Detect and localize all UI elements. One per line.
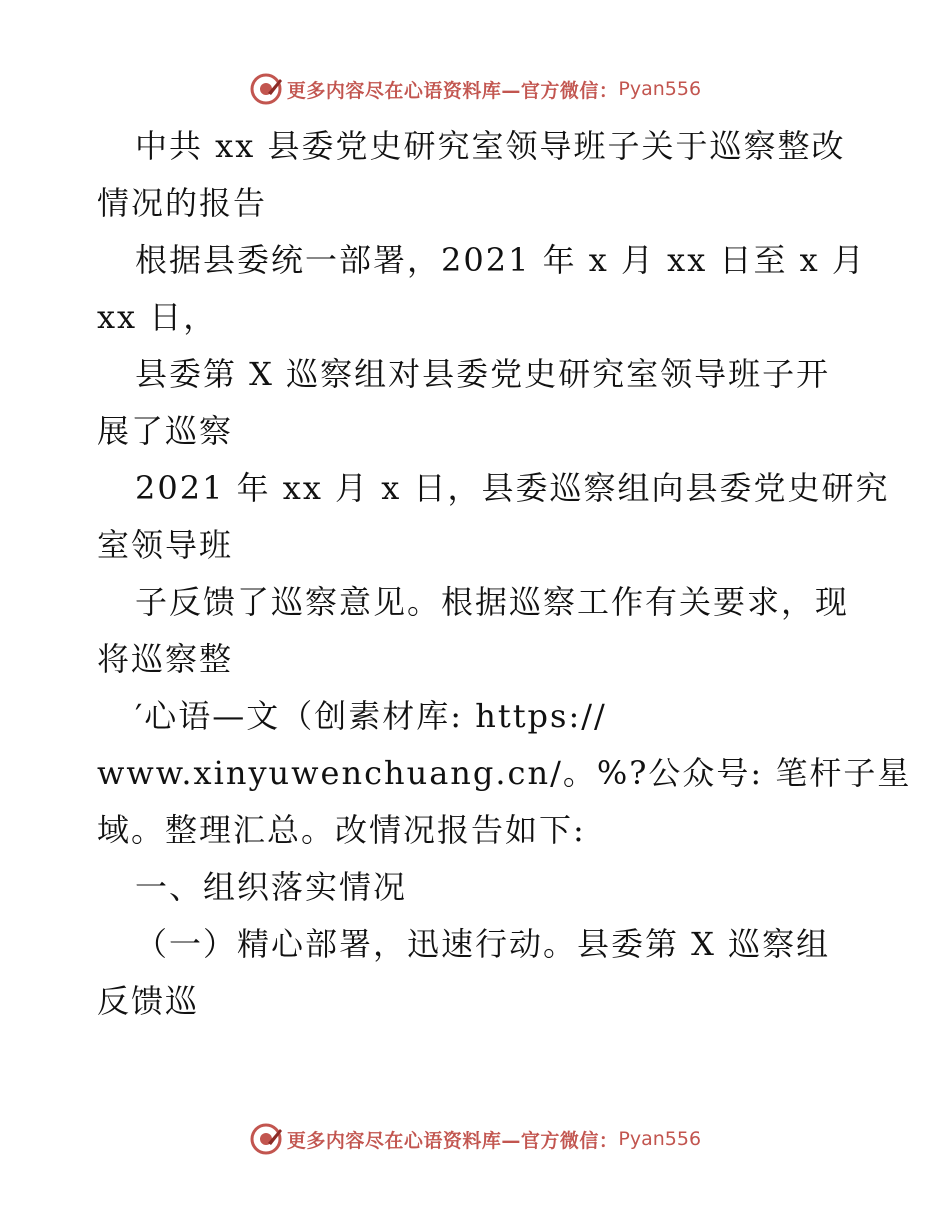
doc-line: 2021 年 xx 月 x 日，县委巡察组向县委党史研究 xyxy=(135,469,890,507)
brand-logo-icon xyxy=(249,72,283,106)
banner-text: 更多内容尽在心语资料库—官方微信： xyxy=(286,1129,619,1152)
doc-line: 中共 xx 县委党史研究室领导班子关于巡察整改 xyxy=(135,127,846,165)
doc-line: www.xinyuwenchuang.cn/。%?公众号: 笔杆子星 xyxy=(97,754,912,792)
banner-text: 更多内容尽在心语资料库—官方微信： xyxy=(286,79,619,102)
doc-line: xx 日， xyxy=(97,298,218,336)
doc-line: 根据县委统一部署，2021 年 x 月 xx 日至 x 月 xyxy=(135,241,866,279)
doc-line: 情况的报告 xyxy=(97,184,268,222)
banner-wechat-id: Pyan556 xyxy=(618,1128,702,1150)
doc-line: 一、组织落实情况 xyxy=(135,868,408,906)
doc-line: ′心语—文（创素材库: https:// xyxy=(135,697,607,735)
header-banner xyxy=(0,72,950,106)
doc-line: 室领导班 xyxy=(97,526,234,564)
doc-line: 子反馈了巡察意见。根据巡察工作有关要求，现 xyxy=(135,583,850,621)
doc-line: （一）精心部署，迅速行动。县委第 X 巡察组 xyxy=(135,925,831,963)
doc-line: 反馈巡 xyxy=(97,982,200,1020)
footer-banner xyxy=(0,1122,950,1156)
document-body xyxy=(97,118,912,1030)
doc-line: 域。整理汇总。改情况报告如下: xyxy=(97,811,586,849)
brand-logo-icon xyxy=(249,1122,283,1156)
doc-line: 将巡察整 xyxy=(97,640,234,678)
doc-line: 展了巡察 xyxy=(97,412,234,450)
banner-wechat-id: Pyan556 xyxy=(618,78,702,100)
doc-line: 县委第 X 巡察组对县委党史研究室领导班子开 xyxy=(135,355,831,393)
